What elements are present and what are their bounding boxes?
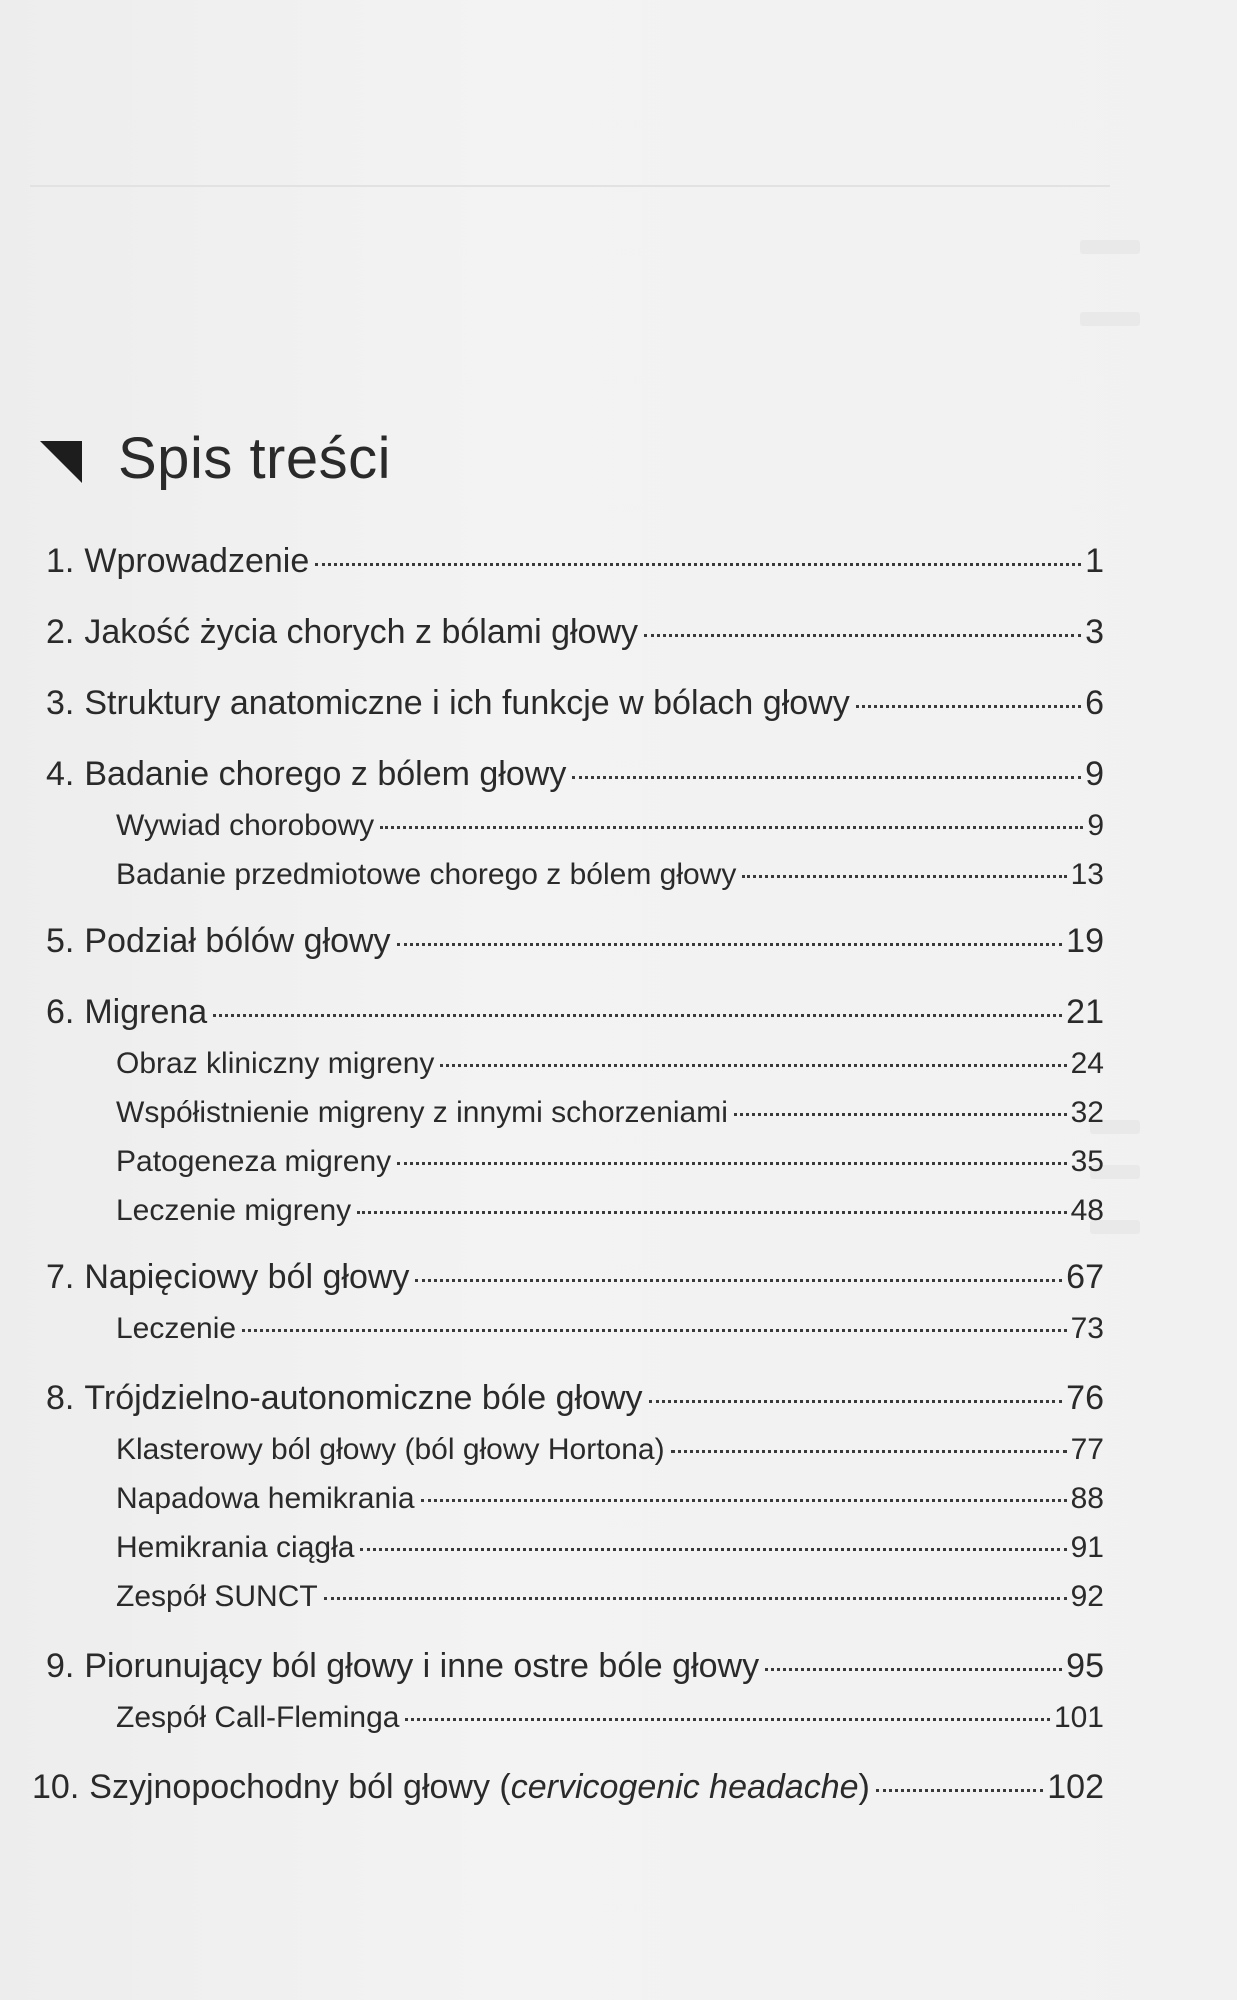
toc-subentry (116, 1580, 1104, 1614)
corner-triangle-icon (40, 441, 82, 483)
toc-entry-page: 101 (1053, 1701, 1104, 1734)
toc-entry-page: 88 (1070, 1482, 1104, 1515)
toc-entry-title: Badanie chorego z bólem głowy (84, 755, 567, 793)
toc-entry-page: 91 (1070, 1531, 1104, 1564)
toc-entry-page: 9 (1085, 755, 1104, 793)
toc-heading (40, 425, 391, 492)
toc-entry-number: 2. (46, 613, 75, 651)
toc-subentry (116, 1312, 1104, 1346)
page-title: Spis treści (118, 426, 392, 491)
show-through-line (1080, 312, 1140, 326)
dot-leader (876, 1789, 1043, 1792)
toc-entry-title: Zespół Call-Fleminga (116, 1701, 400, 1734)
dot-leader (671, 1450, 1067, 1453)
toc-entry-number: 3. (46, 684, 75, 722)
toc-entry-page: 76 (1066, 1379, 1104, 1417)
dot-leader (242, 1329, 1067, 1332)
toc-subentry (116, 1194, 1104, 1228)
toc-entry-page: 9 (1087, 809, 1104, 842)
toc-entry-page: 73 (1070, 1312, 1104, 1345)
dot-leader (644, 634, 1081, 637)
toc-entry-page: 3 (1085, 613, 1104, 651)
toc-entry-page: 6 (1085, 684, 1104, 722)
toc-entry-title-suffix: ) (858, 1768, 870, 1806)
toc-subentry (116, 1531, 1104, 1565)
toc-subentry (116, 858, 1104, 892)
toc-entry-page: 67 (1066, 1258, 1104, 1296)
toc-entry (46, 684, 1104, 723)
toc-entry-page: 32 (1070, 1096, 1104, 1129)
toc-entry-title: Napięciowy ból głowy (84, 1258, 410, 1296)
toc-entry-number: 10. (32, 1768, 80, 1806)
toc-entry-title: Obraz kliniczny migreny (116, 1047, 435, 1080)
toc-entry-title: Trójdzielno-autonomiczne bóle głowy (84, 1379, 643, 1417)
toc-entry-number: 6. (46, 993, 75, 1031)
dot-leader (421, 1499, 1067, 1502)
toc-entry (46, 1258, 1104, 1297)
dot-leader (324, 1597, 1067, 1600)
toc-entry-title: Napadowa hemikrania (116, 1482, 415, 1515)
dot-leader (315, 563, 1081, 566)
toc-entry (46, 613, 1104, 652)
dot-leader (734, 1113, 1067, 1116)
toc-entry-title: Jakość życia chorych z bólami głowy (84, 613, 639, 651)
toc-entry-number: 4. (46, 755, 75, 793)
dot-leader (572, 776, 1081, 779)
dot-leader (649, 1400, 1063, 1403)
toc-entry (46, 993, 1104, 1032)
toc-subentry (116, 809, 1104, 843)
toc-entry-title: Wywiad chorobowy (116, 809, 375, 842)
toc-entry-title-text: Szyjnopochodny ból głowy ( (89, 1768, 511, 1806)
toc-entry-title: Migrena (84, 993, 208, 1031)
toc-entry (46, 922, 1104, 961)
toc-entry-page: 19 (1066, 922, 1104, 960)
toc-subentry (116, 1145, 1104, 1179)
dot-leader (380, 826, 1083, 829)
toc-entry-page: 35 (1070, 1145, 1104, 1178)
show-through-line (1080, 240, 1140, 254)
toc-entry (46, 542, 1104, 581)
toc-subentry (116, 1482, 1104, 1516)
toc-entry-title (89, 1768, 870, 1807)
toc-entry-page: 21 (1066, 993, 1104, 1031)
toc-entry-title-italic: cervicogenic headache (510, 1768, 859, 1806)
dot-leader (397, 1162, 1066, 1165)
dot-leader (360, 1548, 1066, 1551)
toc-entry (46, 1379, 1104, 1418)
toc-entry-title: Klasterowy ból głowy (ból głowy Hortona) (116, 1433, 665, 1466)
toc-entry-title: Współistnienie migreny z innymi schorzeniami (116, 1096, 728, 1129)
dot-leader (213, 1014, 1062, 1017)
toc-entry-page: 102 (1047, 1768, 1104, 1806)
toc-entry-title: Podział bólów głowy (84, 922, 391, 960)
toc-subentry (116, 1047, 1104, 1081)
toc-entry-page: 92 (1070, 1580, 1104, 1613)
dot-leader (765, 1668, 1062, 1671)
dot-leader (415, 1279, 1062, 1282)
toc-entry-page: 24 (1070, 1047, 1104, 1080)
toc-entry-title: Patogeneza migreny (116, 1145, 392, 1178)
dot-leader (357, 1211, 1067, 1214)
dot-leader (440, 1064, 1066, 1067)
toc-entry (46, 1647, 1104, 1686)
toc-entry-title: Wprowadzenie (84, 542, 310, 580)
toc-entry-title: Leczenie migreny (116, 1194, 352, 1227)
dot-leader (742, 875, 1066, 878)
toc-entry-title: Leczenie (116, 1312, 237, 1345)
dot-leader (856, 705, 1081, 708)
toc-entry-title: Piorunujący ból głowy i inne ostre bóle głowy (84, 1647, 760, 1685)
toc-entry-title: Struktury anatomiczne i ich funkcje w bólach głowy (84, 684, 850, 722)
toc-entry (32, 1768, 1104, 1807)
toc-subentry (116, 1096, 1104, 1130)
toc-entry-number: 8. (46, 1379, 75, 1417)
toc-entry-number: 7. (46, 1258, 75, 1296)
toc-subentry (116, 1433, 1104, 1467)
toc-entry-page: 1 (1085, 542, 1104, 580)
dot-leader (397, 943, 1063, 946)
toc-entry-number: 1. (46, 542, 75, 580)
toc-entry-page: 13 (1070, 858, 1104, 891)
toc-entry-number: 5. (46, 922, 75, 960)
toc-entry-number: 9. (46, 1647, 75, 1685)
toc-entry-page: 95 (1066, 1647, 1104, 1685)
show-through-rule (30, 185, 1110, 187)
toc-entry-title: Hemikrania ciągła (116, 1531, 355, 1564)
dot-leader (405, 1718, 1050, 1721)
toc-entry-title: Zespół SUNCT (116, 1580, 318, 1613)
toc-subentry (116, 1701, 1104, 1735)
toc-entry (46, 755, 1104, 794)
toc-entry-page: 77 (1070, 1433, 1104, 1466)
toc-entry-page: 48 (1070, 1194, 1104, 1227)
toc-entry-title: Badanie przedmiotowe chorego z bólem głowy (116, 858, 737, 891)
